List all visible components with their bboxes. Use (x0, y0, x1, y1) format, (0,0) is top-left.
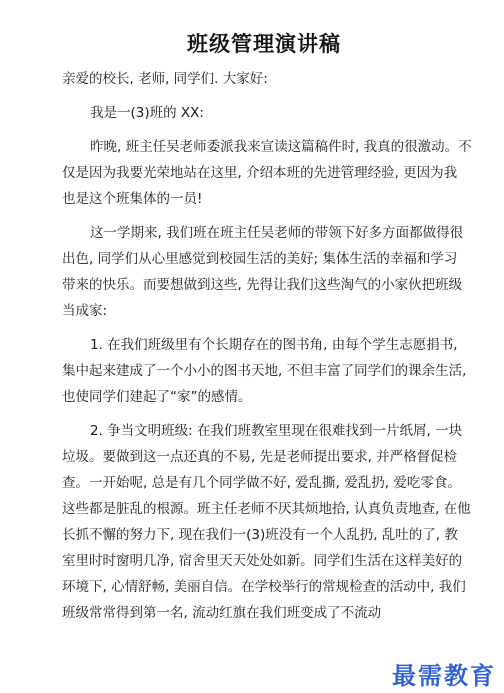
paragraph-4-line: 室里时时窗明几净, 宿舍里天天处处如新。同学们生活在这样美好的 (62, 553, 463, 569)
document-title: 班级管理演讲稿 (187, 31, 341, 56)
paragraph-1-line: 昨晚, 班主任吴老师委派我来宣读这篇稿件时, 我真的很激动。不 (90, 139, 472, 155)
paragraph-1-line: 也是这个班集体的一员! (62, 191, 203, 207)
paragraph-3 (62, 332, 486, 410)
paragraph-4-line: 这些都是脏乱的根源。班主任老师不厌其烦地拾, 认真负责地查, 在他 (62, 501, 471, 517)
paragraph-3-line: 也使同学们建起了“家”的感情。 (62, 389, 252, 405)
paragraph-4-line: 班级常常得到第一名, 流动红旗在我们班变成了不流动 (62, 605, 382, 621)
greeting-line: 亲爱的校长, 老师, 同学们. 大家好: (62, 71, 268, 87)
paragraph-4-line: 垃圾。要做到这一点还真的不易, 先是老师提出要求, 并严格督促检 (62, 449, 458, 465)
paragraph-4-line: 环境下, 心情舒畅, 美丽自信。在学校举行的常规检查的活动中, 我们 (62, 579, 466, 595)
paragraph-3-line: 1. 在我们班级里有个长期存在的图书角, 由每个学生志愿捐书, (90, 337, 458, 353)
paragraph-3-line: 集中起来建成了一个小小的图书天地, 不但丰富了同学们的课余生活, (62, 363, 467, 379)
paragraph-1 (62, 134, 486, 212)
watermark-logo: 最需教育 (390, 656, 498, 691)
paragraph-4-line: 长抓不懈的努力下, 现在我们一(3)班没有一个人乱扔, 乱吐的了, 教 (62, 527, 458, 543)
paragraph-2-line: 带来的快乐。而要想做到这些, 先得让我们这些淘气的小家伙把班级 (62, 277, 463, 293)
intro-line: 我是一(3)班的 XX: (90, 105, 204, 121)
intro-paragraph (90, 100, 486, 126)
paragraph-4 (62, 418, 486, 626)
paragraph-2-line: 当成家: (62, 303, 108, 319)
paragraph-2-line: 这一学期来, 我们班在班主任吴老师的带领下好多方面都做得很 (90, 225, 464, 241)
paragraph-4-line: 2. 争当文明班级: 在我们班教室里现在很难找到一片纸屑, 一块 (90, 423, 463, 439)
greeting-paragraph (62, 66, 486, 92)
paragraph-2 (62, 220, 486, 324)
paragraph-2-line: 出色, 同学们从心里感觉到校园生活的美好; 集体生活的幸福和学习 (62, 251, 458, 267)
paragraph-4-line: 查。一开始呢, 总是有几个同学做不好, 爱乱撕, 爱乱扔, 爱吃零食。 (62, 475, 461, 491)
paragraph-1-line: 仅是因为我要光荣地站在这里, 介绍本班的先进管理经验, 更因为我 (62, 165, 458, 181)
